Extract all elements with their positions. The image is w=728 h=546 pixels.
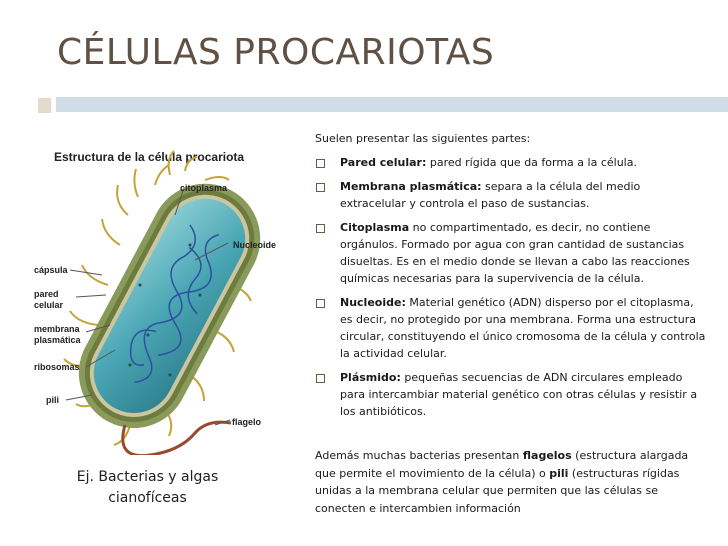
caption-line-1: Ej. Bacterias y algas — [76, 469, 219, 485]
label-nucleoide: Nucleoide — [233, 240, 277, 250]
figure-caption — [60, 467, 235, 509]
list-item: Pared celular: pared rígida que da forma a la célula. — [312, 154, 707, 171]
label-capsula: cápsula — [34, 265, 68, 275]
list-item: Membrana plasmática: separa a la célula del medio extracelular y controla el paso de sustancias. — [312, 178, 707, 212]
intro-text: Suelen presentar las siguientes partes: — [315, 132, 531, 145]
list-item: Plásmido: pequeñas secuencias de ADN circulares empleado para intercambiar material genético con otras células y resistir a los antibióticos. — [312, 369, 707, 420]
caption-line-2: cianofíceas — [108, 490, 187, 506]
square-bullet-icon — [316, 299, 325, 308]
label-citoplasma: citoplasma — [180, 183, 228, 193]
square-bullet-icon — [316, 374, 325, 383]
slide-title: CÉLULAS PROCARIOTAS — [57, 32, 495, 73]
label-membrana-2: plasmática — [34, 335, 81, 345]
square-bullet-icon — [316, 159, 325, 168]
title-rule-accent — [38, 98, 51, 113]
label-membrana-1: membrana — [34, 324, 80, 334]
label-pared-1: pared — [34, 289, 59, 299]
closing-paragraph: Además muchas bacterias presentan flagelos (estructura alargada que permite el movimiento de la célula) o pili (estructuras rígidas unidas a la membrana celular que permiten que las células se conecten e intercambien información — [315, 449, 689, 515]
parts-list — [312, 154, 707, 427]
square-bullet-icon — [316, 183, 325, 192]
label-flagelo: flagelo — [232, 417, 262, 427]
square-bullet-icon — [316, 224, 325, 233]
label-pared-2: celular — [34, 300, 64, 310]
title-rule — [56, 97, 728, 112]
figure-heading: Estructura de la célula procariota — [54, 150, 245, 164]
list-item: Nucleoide: Material genético (ADN) disperso por el citoplasma, es decir, no protegido por una membrana. Forma una estructura circular, constituyendo el único cromosoma de la célula y controla la actividad celular. — [312, 294, 707, 362]
list-item: Citoplasma no compartimentado, es decir, no contiene orgánulos. Formado por agua con gran cantidad de sustancias disueltas. Es en el medio donde se llevan a cabo las reacciones químicas necesarias para la supervivencia de la célula. — [312, 219, 707, 287]
label-pili: pili — [46, 395, 59, 405]
label-ribosomas: ribosomas — [34, 362, 80, 372]
prokaryote-cell-diagram — [20, 135, 300, 455]
